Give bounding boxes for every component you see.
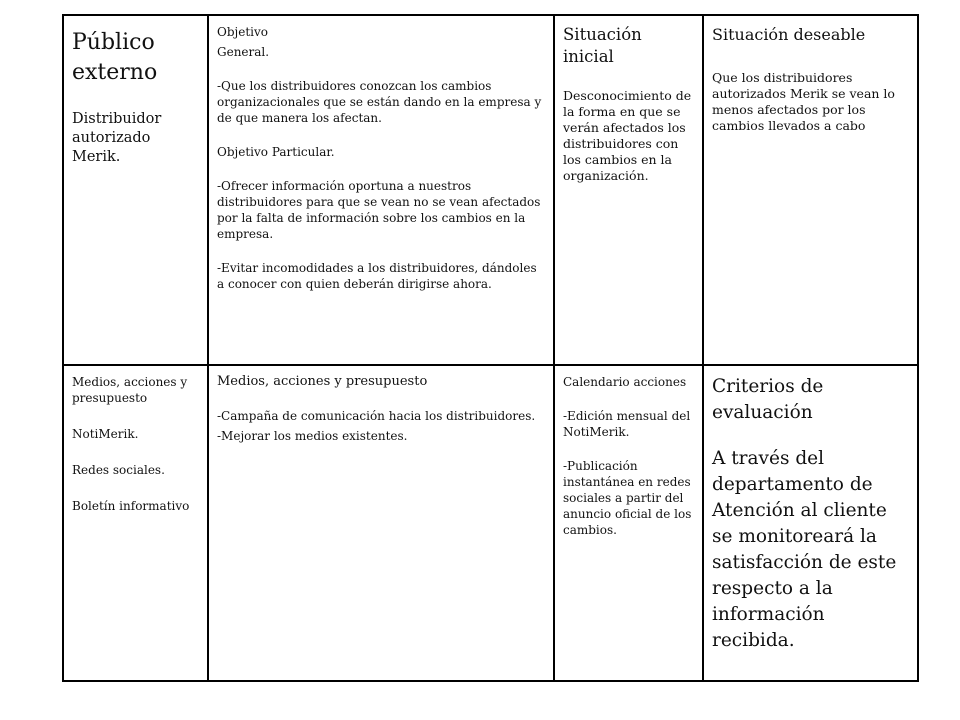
cell-situacion-inicial xyxy=(554,15,703,365)
list-item: -Publicación instantánea en redes sociales a partir del anuncio oficial de los cambios. xyxy=(563,459,692,537)
cell-objetivos xyxy=(208,15,554,365)
cell-heading: Situación deseable xyxy=(712,25,866,44)
list-item: NotiMerik. xyxy=(72,427,139,441)
cell-body: A través del departamento de Atención al cliente se monitoreará la satisfacción de este respecto a la información recibida. xyxy=(712,448,897,651)
planning-table xyxy=(62,14,919,682)
list-item: Calendario acciones xyxy=(563,375,687,389)
cell-medios-lista xyxy=(63,365,208,681)
objective-general-text: -Que los distribuidores conozcan los cambios organizacionales que se están dando en la empresa y de que manera los afectan. xyxy=(217,79,542,125)
cell-heading: Situación inicial xyxy=(563,25,642,66)
cell-publico-externo xyxy=(63,15,208,365)
cell-heading: Medios, acciones y presupuesto xyxy=(217,374,428,389)
list-item: Redes sociales. xyxy=(72,463,165,477)
cell-heading: Criterios de evaluación xyxy=(712,376,824,423)
cell-calendario xyxy=(554,365,703,681)
list-item: Boletín informativo xyxy=(72,499,190,513)
objective-particular-label: Objetivo Particular. xyxy=(217,145,335,159)
cell-medios-acciones xyxy=(208,365,554,681)
cell-title: Público externo xyxy=(72,30,158,85)
objective-label: Objetivo xyxy=(217,25,269,39)
cell-subtitle: Distribuidor autorizado Merik. xyxy=(72,111,162,165)
list-item: -Edición mensual del NotiMerik. xyxy=(563,409,691,439)
table-row xyxy=(63,365,918,681)
cell-body: Desconocimiento de la forma en que se verán afectados los distribuidores con los cambios en la organización. xyxy=(563,88,692,183)
cell-criterios xyxy=(703,365,918,681)
objective-particular-text-2: -Evitar incomodidades a los distribuidores, dándoles a conocer con quien deberán dirigirse ahora. xyxy=(217,261,537,291)
objective-general-label: General. xyxy=(217,45,270,59)
list-item: -Mejorar los medios existentes. xyxy=(217,429,408,443)
list-item: Medios, acciones y presupuesto xyxy=(72,375,188,405)
list-item: -Campaña de comunicación hacia los distribuidores. xyxy=(217,409,536,423)
table-row xyxy=(63,15,918,365)
objective-particular-text-1: -Ofrecer información oportuna a nuestros distribuidores para que se vean no se vean afectados por la falta de información sobre los cambios en la empresa. xyxy=(217,179,541,241)
cell-situacion-deseable xyxy=(703,15,918,365)
cell-body: Que los distribuidores autorizados Merik se vean lo menos afectados por los cambios llevados a cabo xyxy=(712,70,895,133)
